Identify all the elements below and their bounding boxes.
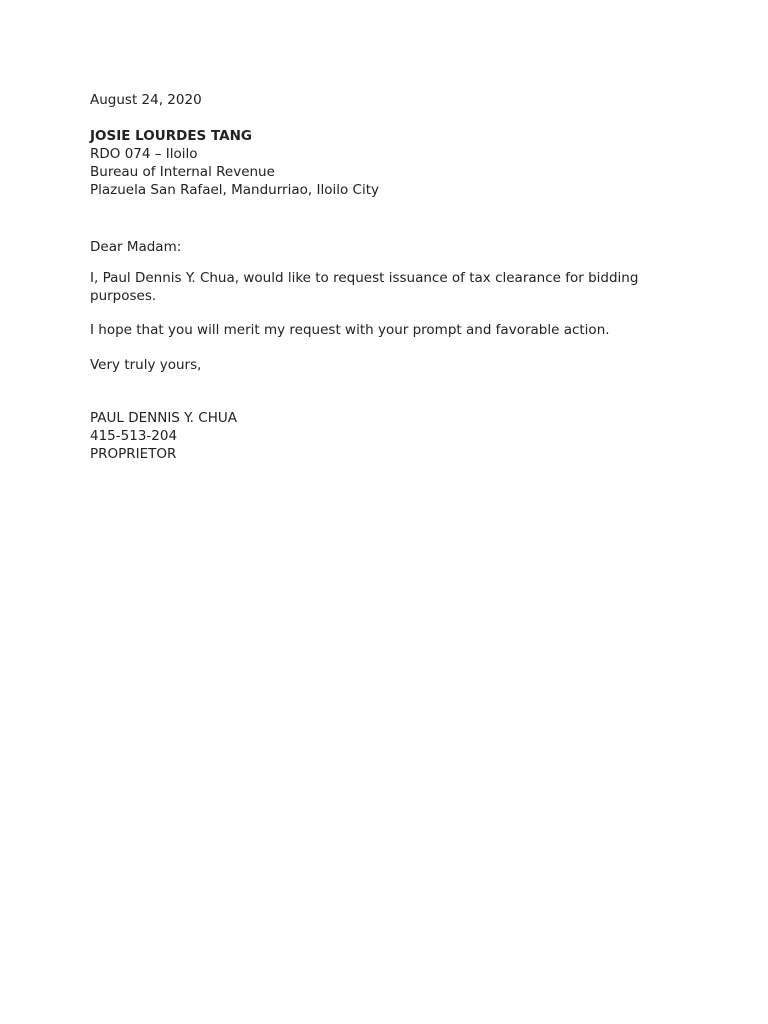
- salutation: Dear Madam:: [90, 239, 182, 255]
- body-paragraph-request: I, Paul Dennis Y. Chua, would like to request issuance of tax clearance for bidding purposes.: [90, 270, 639, 304]
- recipient-office: RDO 074 – Iloilo: [90, 146, 198, 162]
- signatory-title: PROPRIETOR: [90, 446, 177, 462]
- signatory-tin: 415-513-204: [90, 428, 178, 444]
- recipient-agency: Bureau of Internal Revenue: [90, 164, 275, 180]
- signature-block: [90, 409, 670, 463]
- body-paragraph-closing-remark: I hope that you will merit my request with your prompt and favorable action.: [90, 322, 610, 338]
- letter-date: August 24, 2020: [90, 92, 202, 108]
- recipient-address-block: [90, 127, 670, 199]
- letter-body: [90, 91, 670, 463]
- recipient-address: Plazuela San Rafael, Mandurriao, Iloilo City: [90, 182, 379, 198]
- complimentary-close: Very truly yours,: [90, 357, 202, 373]
- recipient-name: JOSIE LOURDES TANG: [90, 128, 252, 144]
- signatory-name: PAUL DENNIS Y. CHUA: [90, 410, 237, 426]
